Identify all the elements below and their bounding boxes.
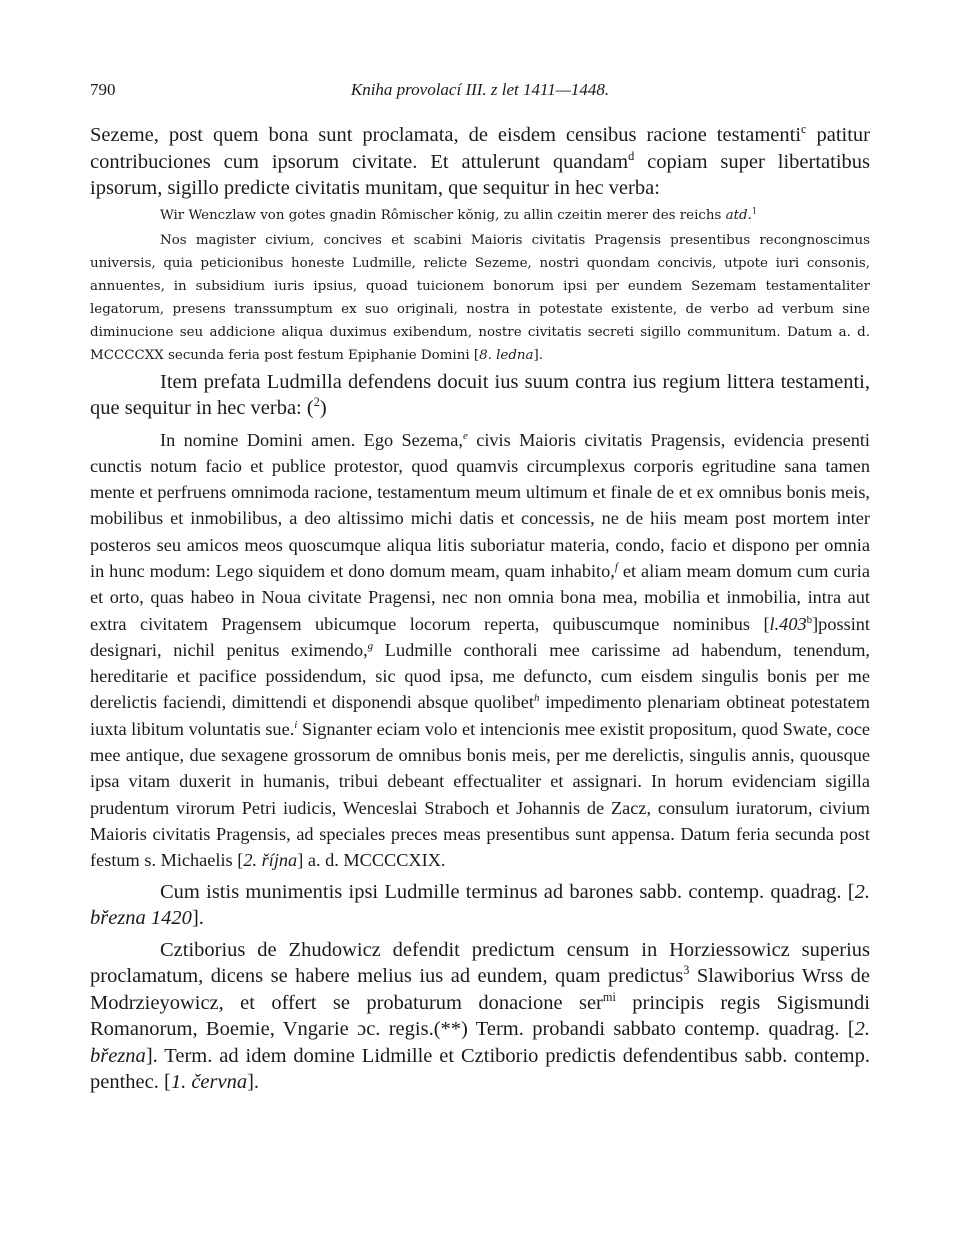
footnote-marker: i bbox=[294, 718, 298, 731]
text-segment: patitur contribuciones cum ipsorum civitate. Et attulerunt quandam bbox=[90, 124, 870, 173]
footnote-marker: c bbox=[801, 122, 807, 137]
text-segment: Cum istis munimentis ipsi Ludmille terminus ad barones sabb. contemp. quadrag. [ bbox=[160, 880, 855, 903]
text-segment: ) bbox=[319, 397, 327, 419]
footnote-marker: 3 bbox=[683, 963, 690, 978]
italic-text: 2. března 1420 bbox=[90, 880, 870, 930]
paragraph-wenceslaus-quote bbox=[90, 204, 870, 227]
text-segment: Nos magister civium, concives et scabini Maioris civitatis Pragensis presentibus recongnoscimus universis, quia peticionibus honeste Ludmille, relicte Sezeme, nostri quondam concivis, utpote iuri consonis, annuentes, in subsidium iuris ipsius, quoad tuicionem bonorum ipsi per eundem Sezemam testamentaliter legatorum, presens transsumptum ex suo originali, nostra in potestate existente, de verbo ad verbum sine diminucione seu addicione aliqua duximus exibendum, nostre civitatis secreti sigillo communitum. Datum a. d. MCCCCXX secunda feria post festum Epiphanie Domini [ bbox=[90, 232, 870, 363]
text-segment: Item prefata Ludmilla defendens docuit ius suum contra ius regium littera testamenti, que sequitur in hec verba: ( bbox=[90, 370, 870, 419]
text-segment: civis Maioris civitatis Pragensis, evidencia presenti cunctis notum facio et publice protestor, quod quamvis circumplexus corporis egritudine sana tamen mente et perfruens omnimoda racione, testamentum meum ultimum et finale de et ex omnibus bonis meis, mobilibus et inmobilibus, a deo altissimo michi datis et concessis, ne de hiis meam post mortem inter posteros seu amicos meos quoscumque aliqua litis suboriatur materia, condo, facio et dispono per omnia in hunc modum: Lego siquidem et dono domum meam, quam inhabito, bbox=[90, 429, 871, 581]
italic-text: 2. října bbox=[243, 850, 298, 871]
italic-text: l.403 bbox=[769, 613, 807, 634]
paragraph-intro bbox=[90, 122, 870, 202]
footnote-marker: 1 bbox=[751, 206, 757, 216]
paragraph-cztiborius bbox=[90, 937, 870, 1096]
text-segment: Cztiborius de Zhudowicz defendit predictum censum in Horziessowicz superius proclamatum, dicens se habere melius ius ad eundem, quam predictus bbox=[90, 938, 870, 988]
footnote-marker: mi bbox=[602, 989, 616, 1004]
paragraph-testament bbox=[90, 427, 870, 874]
main-text bbox=[90, 122, 870, 1096]
italic-text: 2. března bbox=[90, 1018, 870, 1067]
italic-text: 8. ledna bbox=[479, 347, 534, 363]
text-segment: Slawiborius Wrss de Modrzieyowicz, et offert se probaturum donacione ser bbox=[90, 965, 870, 1014]
text-segment: ] a. d. MCCCCXIX. bbox=[297, 850, 446, 871]
footnote-marker: d bbox=[628, 148, 635, 163]
footnote-marker: e bbox=[462, 429, 468, 442]
paragraph-transsumptum bbox=[90, 229, 870, 367]
page-number: 790 bbox=[90, 80, 116, 99]
text-segment: ]. bbox=[533, 347, 543, 363]
footnote-marker: b bbox=[806, 613, 813, 626]
text-segment: ]. Term. ad idem domine Lidmille et Cztiborio predictis defendentibus sabb. contemp. penthec. [ bbox=[90, 1044, 870, 1094]
footnote-marker: g bbox=[367, 639, 374, 652]
text-segment: Ludmille conthorali mee carissime ad habendum, tenendum, hereditarie et pacifice possidendum, sic quod ipsa, me defuncto, cum eisdem singulis bonis per me derelictis faciendi, dimittendi et disponendi absque quolibet bbox=[90, 639, 870, 713]
paragraph-terminus bbox=[90, 879, 870, 932]
running-title: Kniha provolací III. z let 1411—1448. bbox=[350, 80, 610, 99]
text-segment: ]. bbox=[191, 907, 204, 930]
italic-text: 1. června bbox=[170, 1071, 248, 1094]
footnote-marker: h bbox=[534, 692, 540, 705]
text-segment: principis regis Sigismundi Romanorum, Boemie, Vngarie ɔc. regis.(**) Term. probandi sabbato contemp. quadrag. [ bbox=[90, 991, 871, 1041]
text-segment: copiam super libertatibus ipsorum, sigillo predicte civitatis munitam, que sequitur in hec verba: bbox=[90, 150, 870, 199]
text-segment: In nomine Domini amen. Ego Sezema, bbox=[160, 429, 463, 450]
italic-text: atd. bbox=[725, 207, 752, 223]
footnote-marker: 2 bbox=[313, 395, 320, 410]
text-segment: Signanter eciam volo et intencionis mee existit propositum, quod Swate, coce mee antique, due sexagene grossorum de omnibus bonis meis, per me derelictis, singulis annis, quousque ipsa vitam duxerit in humanis, tribui debeant effectualiter et assignari. In horum evidenciam sigilla prudentum virorum Petri iudicis, Wenceslai Straboch et Johannis de Zacz, consulum iuratorum, civium Maioris civitatis Pragensis, ad speciales preces meas presentibus sunt appensa. Datum feria secunda post festum s. Michaelis [ bbox=[90, 718, 870, 871]
footnote-marker: f bbox=[614, 560, 618, 573]
page-header bbox=[90, 80, 870, 108]
text-segment: ]possint designari, nichil penitus eximendo, bbox=[90, 613, 870, 660]
text-segment: ]. bbox=[247, 1071, 260, 1094]
text-segment: Sezeme, post quem bona sunt proclamata, de eisdem censibus racione testamenti bbox=[90, 124, 802, 146]
paragraph-ludmilla-defense bbox=[90, 369, 870, 422]
text-segment: impedimento plenariam obtineat potestatem iuxta libitum voluntatis sue. bbox=[90, 692, 870, 739]
text-segment: et aliam meam domum cum curia et orto, quas habeo in Noua civitate Pragensi, nec non omnia bona mea, mobilia et inmobilia, intra aut extra civitatem Pragensem ubicumque locorum reperta, quibuscumque nominibus [ bbox=[90, 560, 870, 634]
text-segment: Wir Wenczlaw von gotes gnadin Rômischer kŏnig, zu allin czeitin merer des reichs bbox=[160, 207, 726, 223]
document-page bbox=[90, 80, 870, 1096]
